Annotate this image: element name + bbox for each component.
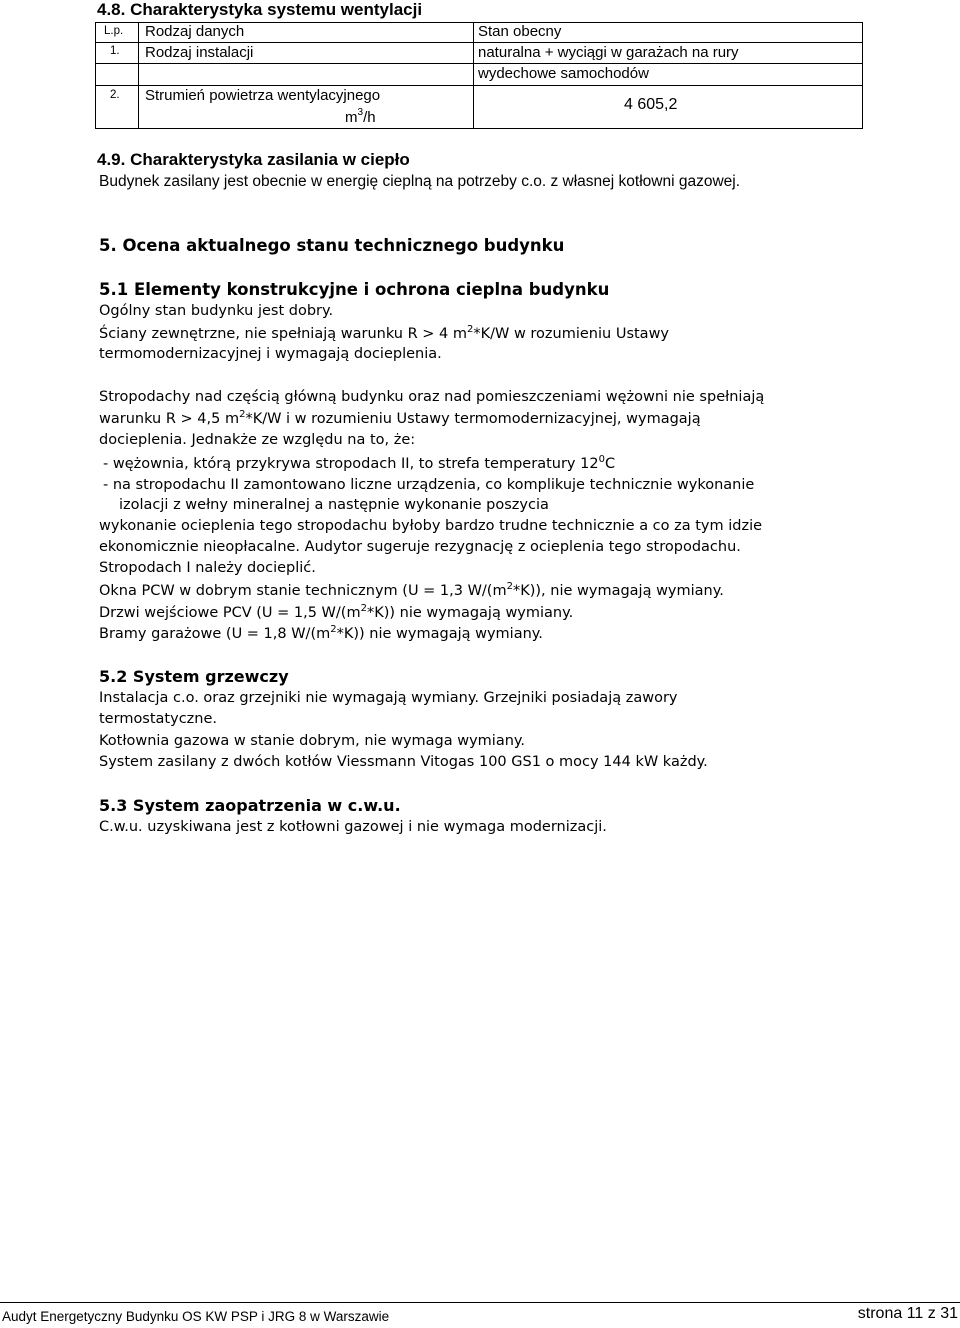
heating-line1: Instalacja c.o. oraz grzejniki nie wymagają wymiany. Grzejniki posiadają zawory <box>99 690 678 706</box>
hot-water-text: C.w.u. uzyskiwana jest z kotłowni gazowej i nie wymaga modernizacji. <box>99 819 607 835</box>
table-divider <box>96 42 862 43</box>
row-1-name: Rodzaj instalacji <box>145 44 254 61</box>
heating-line4: System zasilany z dwóch kotłów Viessmann Vitogas 100 GS1 o mocy 144 kW każdy. <box>99 754 708 770</box>
section-4-9-text: Budynek zasilany jest obecnie w energię cieplną na potrzeby c.o. z własnej kotłowni gazowej. <box>99 173 741 190</box>
bullet-2-line2: izolacji z wełny mineralnej a następnie wykonanie poszycia <box>119 497 549 513</box>
heating-line2: termostatyczne. <box>99 711 218 727</box>
bullet-2-line1: - na stropodachu II zamontowano liczne urządzenia, co komplikuje technicznie wykonanie <box>103 477 755 493</box>
row-2-number: 2. <box>110 89 120 101</box>
conclusion-line1: wykonanie ocieplenia tego stropodachu byłoby bardzo trudne technicznie a co za tym idzie <box>99 518 763 534</box>
roof-text-line3: docieplenia. Jednakże ze względu na to, że: <box>99 432 416 448</box>
header-current-state: Stan obecny <box>478 23 562 40</box>
row-2-name: Strumień powietrza wentylacyjnego <box>145 87 381 104</box>
row-1-value-line2: wydechowe samochodów <box>478 65 649 82</box>
footer-document-title: Audyt Energetyczny Budynku OS KW PSP i JRG 8 w Warszawie <box>2 1309 390 1324</box>
doors-text: Drzwi wejściowe PCV (U = 1,5 $W/(m^2*K)$) nie wymagają wymiany. <box>99 603 574 621</box>
conclusion-line2: ekonomicznie nieopłacalne. Audytor sugeruje rezygnację z ocieplenia tego stropodachu. <box>99 539 741 555</box>
table-divider <box>473 23 474 128</box>
row-1-number: 1. <box>110 45 120 57</box>
page-number: strona 11 z 31 <box>857 1305 958 1322</box>
section-5-heading: 5. Ocena aktualnego stanu technicznego budynku <box>99 236 565 255</box>
table-divider <box>96 63 862 64</box>
general-state-text: Ogólny stan budynku jest dobry. <box>99 303 334 319</box>
walls-text-line2: termomodernizacyjnej i wymagają docieplenia. <box>99 346 442 362</box>
roof-text-line1: Stropodachy nad częścią główną budynku oraz nad pomieszczeniami wężowni nie spełniają <box>99 389 765 405</box>
section-5-1-heading: 5.1 Elementy konstrukcyjne i ochrona cieplna budynku <box>99 280 610 299</box>
header-data-type: Rodzaj danych <box>145 23 245 40</box>
roof-text-line2: warunku R > 4,5 $m^2*K/W$ i w rozumieniu Ustawy termomodernizacyjnej, wymagają <box>99 409 701 427</box>
table-divider <box>138 23 139 128</box>
footer-rule <box>0 1302 960 1303</box>
row-2-value: 4 605,2 <box>624 96 678 113</box>
header-lp: L.p. <box>104 25 124 37</box>
row-2-unit: $m^3/h$ <box>345 107 376 126</box>
heating-line3: Kotłownia gazowa w stanie dobrym, nie wymaga wymiany. <box>99 733 526 749</box>
ventilation-table <box>95 22 863 129</box>
section-5-3-heading: 5.3 System zaopatrzenia w c.w.u. <box>99 796 401 815</box>
bullet-1: - wężownia, którą przykrywa stropodach II, to strefa temperatury $12^0C$ <box>103 454 616 472</box>
gates-text: Bramy garażowe (U = 1,8 $W/(m^2*K)$) nie wymagają wymiany. <box>99 624 543 642</box>
windows-text: Okna PCW w dobrym stanie technicznym (U = 1,3 $W/(m^2*K)$), nie wymagają wymiany. <box>99 581 724 599</box>
section-4-9-heading: 4.9. Charakterystyka zasilania w ciepło <box>97 150 410 169</box>
section-4-8-heading: 4.8. Charakterystyka systemu wentylacji <box>97 0 423 19</box>
walls-text: Ściany zewnętrzne, nie spełniają warunku R > 4 $m^2*K/W$ w rozumieniu Ustawy <box>99 324 670 342</box>
table-divider <box>473 85 862 86</box>
section-5-2-heading: 5.2 System grzewczy <box>99 667 289 686</box>
row-1-value-line1: naturalna + wyciągi w garażach na rury <box>478 44 739 61</box>
roof-i-text: Stropodach I należy docieplić. <box>99 560 316 576</box>
